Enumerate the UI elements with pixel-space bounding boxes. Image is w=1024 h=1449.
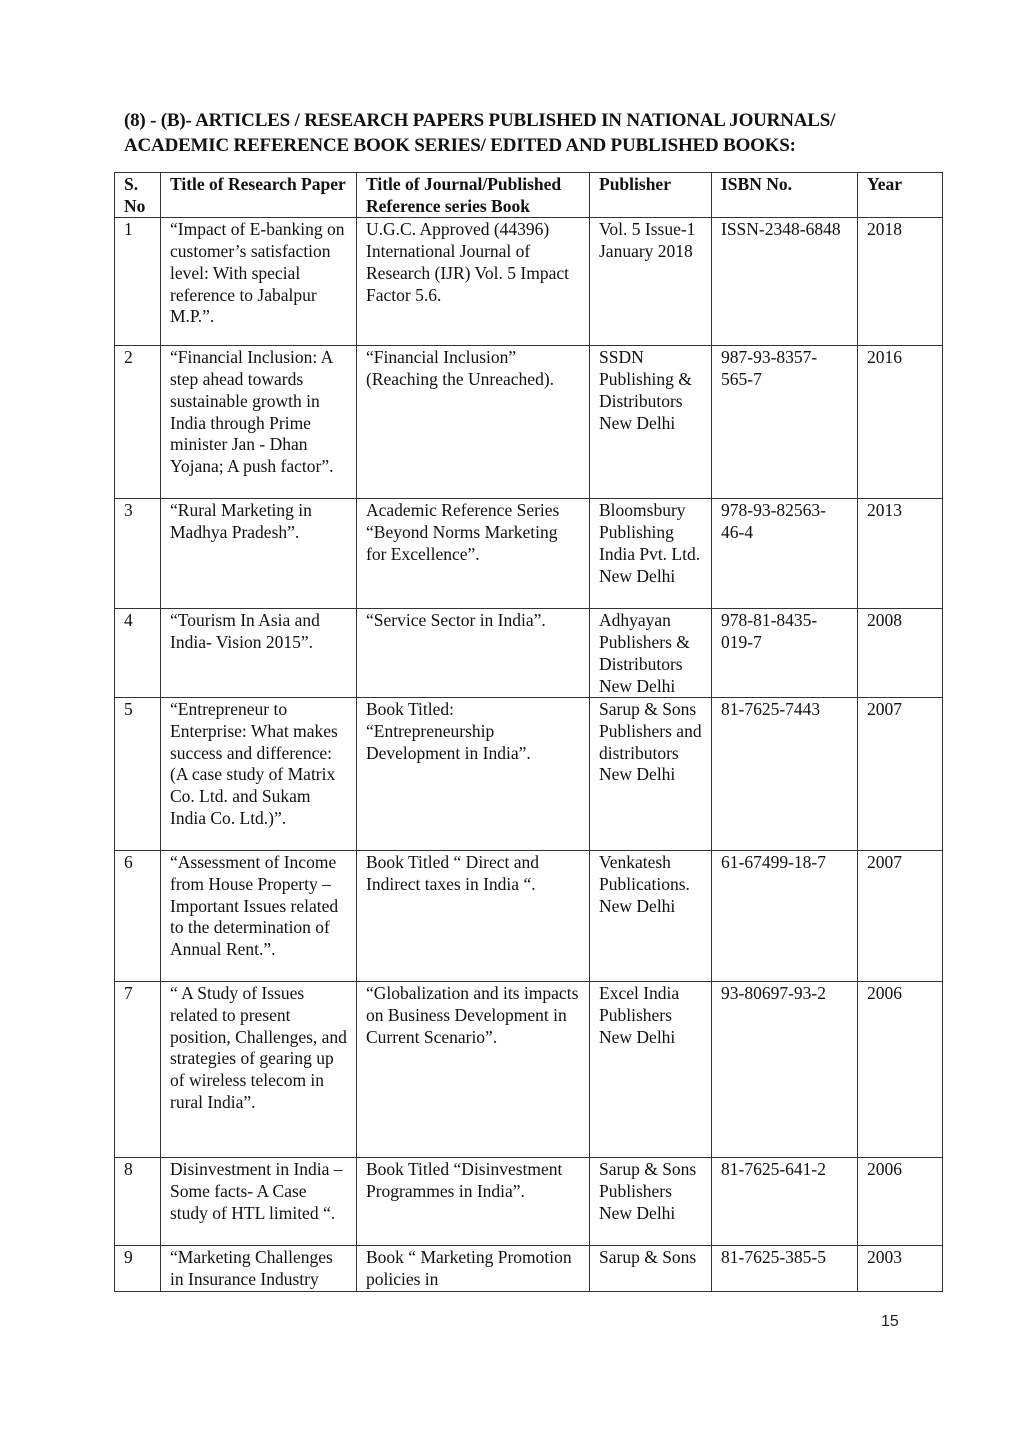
cell-year: 2003 (858, 1246, 943, 1291)
cell-publisher: Bloomsbury Publishing India Pvt. Ltd. New Delhi (590, 499, 712, 609)
table-row (115, 1246, 943, 1291)
cell-paper-title: “Marketing Challenges in Insurance Industry (161, 1246, 357, 1291)
section-heading-line-1: (8) - (B)- ARTICLES / RESEARCH PAPERS PUBLISHED IN NATIONAL JOURNALS/ (124, 110, 836, 131)
cell-paper-title: “Financial Inclusion: A step ahead towards sustainable growth in India through Prime minister Jan - Dhan Yojana; A push factor”. (161, 346, 357, 499)
cell-serial-no: 9 (115, 1246, 161, 1291)
cell-paper-title: “Entrepreneur to Enterprise: What makes success and difference: (A case study of Matrix Co. Ltd. and Sukam India Co. Ltd.)”. (161, 698, 357, 851)
table-row (115, 346, 943, 499)
header-isbn: ISBN No. (712, 173, 858, 218)
cell-year: 2007 (858, 698, 943, 851)
page-number: 15 (881, 1313, 899, 1330)
cell-serial-no: 8 (115, 1158, 161, 1246)
cell-serial-no: 6 (115, 851, 161, 982)
cell-paper-title: “Assessment of Income from House Property – Important Issues related to the determination of Annual Rent.”. (161, 851, 357, 982)
cell-journal-title: “Globalization and its impacts on Business Development in Current Scenario”. (357, 982, 590, 1158)
cell-isbn: ISSN-2348-6848 (712, 218, 858, 346)
table-row (115, 851, 943, 982)
cell-publisher: Sarup & Sons Publishers New Delhi (590, 1158, 712, 1246)
cell-paper-title: “Rural Marketing in Madhya Pradesh”. (161, 499, 357, 609)
cell-year: 2006 (858, 1158, 943, 1246)
table-row (115, 499, 943, 609)
cell-year: 2007 (858, 851, 943, 982)
cell-journal-title: Book Titled “ Direct and Indirect taxes in India “. (357, 851, 590, 982)
table-header-row (115, 173, 943, 218)
cell-serial-no: 5 (115, 698, 161, 851)
table-row (115, 609, 943, 698)
cell-paper-title: Disinvestment in India – Some facts- A Case study of HTL limited “. (161, 1158, 357, 1246)
cell-paper-title: “Impact of E-banking on customer’s satisfaction level: With special reference to Jabalpur M.P.”. (161, 218, 357, 346)
cell-publisher: Venkatesh Publications. New Delhi (590, 851, 712, 982)
cell-serial-no: 2 (115, 346, 161, 499)
cell-publisher: Adhyayan Publishers & Distributors New Delhi (590, 609, 712, 698)
publications-table (114, 172, 943, 1292)
cell-publisher: Sarup & Sons Publishers and distributors New Delhi (590, 698, 712, 851)
cell-journal-title: U.G.C. Approved (44396) International Journal of Research (IJR) Vol. 5 Impact Factor 5.6. (357, 218, 590, 346)
table-row (115, 218, 943, 346)
cell-year: 2008 (858, 609, 943, 698)
header-serial-no: S. No (115, 173, 161, 218)
cell-year: 2013 (858, 499, 943, 609)
cell-serial-no: 7 (115, 982, 161, 1158)
cell-publisher: Excel India Publishers New Delhi (590, 982, 712, 1158)
cell-isbn: 81-7625-7443 (712, 698, 858, 851)
header-journal-title: Title of Journal/Published Reference series Book (357, 173, 590, 218)
section-heading-line-2: ACADEMIC REFERENCE BOOK SERIES/ EDITED AND PUBLISHED BOOKS: (124, 135, 796, 156)
cell-publisher: Vol. 5 Issue-1 January 2018 (590, 218, 712, 346)
section-heading (124, 108, 924, 158)
cell-year: 2006 (858, 982, 943, 1158)
cell-journal-title: Book Titled “Disinvestment Programmes in India”. (357, 1158, 590, 1246)
cell-journal-title: “Financial Inclusion” (Reaching the Unreached). (357, 346, 590, 499)
cell-serial-no: 1 (115, 218, 161, 346)
header-paper-title: Title of Research Paper (161, 173, 357, 218)
table-row (115, 982, 943, 1158)
cell-isbn: 61-67499-18-7 (712, 851, 858, 982)
cell-journal-title: Book Titled: “Entrepreneurship Development in India”. (357, 698, 590, 851)
cell-journal-title: Book “ Marketing Promotion policies in (357, 1246, 590, 1291)
cell-serial-no: 4 (115, 609, 161, 698)
header-publisher: Publisher (590, 173, 712, 218)
cell-paper-title: “ A Study of Issues related to present position, Challenges, and strategies of gearing up of wireless telecom in rural India”. (161, 982, 357, 1158)
header-year: Year (858, 173, 943, 218)
cell-isbn: 987-93-8357-565-7 (712, 346, 858, 499)
cell-isbn: 81-7625-385-5 (712, 1246, 858, 1291)
table-row (115, 1158, 943, 1246)
cell-journal-title: “Service Sector in India”. (357, 609, 590, 698)
cell-isbn: 978-81-8435-019-7 (712, 609, 858, 698)
table-row (115, 698, 943, 851)
cell-publisher: SSDN Publishing & Distributors New Delhi (590, 346, 712, 499)
cell-isbn: 81-7625-641-2 (712, 1158, 858, 1246)
cell-year: 2016 (858, 346, 943, 499)
cell-isbn: 978-93-82563-46-4 (712, 499, 858, 609)
cell-isbn: 93-80697-93-2 (712, 982, 858, 1158)
cell-publisher: Sarup & Sons (590, 1246, 712, 1291)
cell-paper-title: “Tourism In Asia and India- Vision 2015”. (161, 609, 357, 698)
cell-journal-title: Academic Reference Series “Beyond Norms Marketing for Excellence”. (357, 499, 590, 609)
cell-year: 2018 (858, 218, 943, 346)
cell-serial-no: 3 (115, 499, 161, 609)
